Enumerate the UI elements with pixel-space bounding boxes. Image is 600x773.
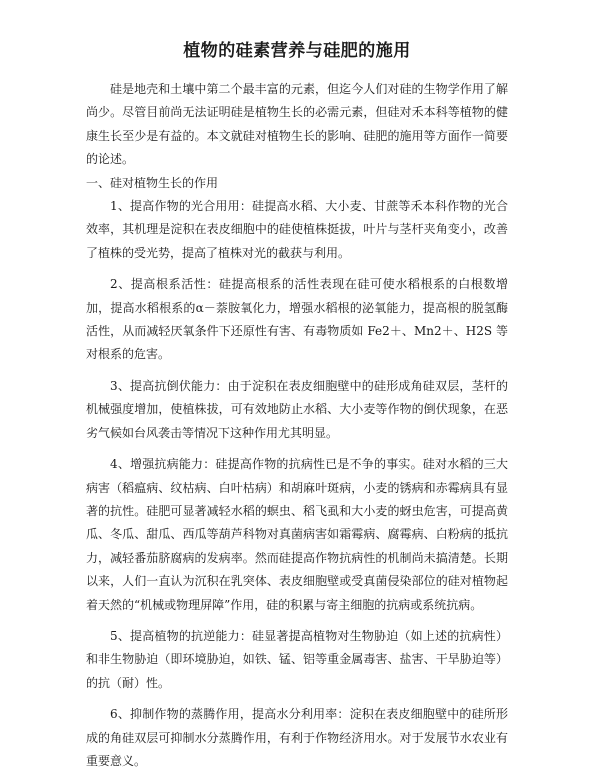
item-disease-resistance: 4、增强抗病能力：硅提高作物的抗病性已是不争的事实。硅对水稻的三大病害（稻瘟病、纹枯病、白叶枯病）和胡麻叶斑病，小麦的锈病和赤霉病具有显著的抗性。硅肥可显著减轻水稻的螟虫、稻飞虱和大小麦的蚜虫危害，可提高黄瓜、冬瓜、甜瓜、西瓜等葫芦科物对真菌病害如霜霉病、腐霉病、白粉病的抵抗力，减轻番茄脐腐病的发病率。然而硅提高作物抗病性的机制尚未搞清楚。长期以来，人们一直认为沉积在乳突体、表皮细胞壁或受真菌侵染部位的硅对植物起着天然的“机械或物理屏障”作用，硅的积累与寄主细胞的抗病或系统抗病。 [86, 457, 508, 612]
item-transpiration: 6、抑制作物的蒸腾作用，提高水分利用率：淀积在表皮细胞壁中的硅所形成的角硅双层可抑制水分蒸腾作用，有利于作物经济用水。对于发展节水农业有重要意义。 [86, 707, 508, 768]
item-stress-resistance: 5、提高植物的抗逆能力：硅显著提高植物对生物胁迫（如上述的抗病性）和非生物胁迫（即环境胁迫，如铁、锰、铝等重金属毒害、盐害、干旱胁迫等）的抗（耐）性。 [86, 628, 508, 690]
item-root-activity: 2、提高根系活性：硅提高根系的活性表现在硅可使水稻根系的白根数增加，提高水稻根系的α－萘胺氧化力，增强水稻根的泌氧能力，提高根的脱氢酶活性，从而减轻厌氧条件下还原性有害、有毒物质如 Fe2＋、Mn2＋、H2S 等对根系的危害。 [86, 277, 508, 362]
item-photosynthesis: 1、提高作物的光合用用：硅提高水稻、大小麦、甘蔗等禾本科作物的光合效率，其机理是淀积在表皮细胞中的硅使植株挺拔，叶片与茎杆夹角变小，改善了植株的受光势，提高了植株对光的截获与利用。 [86, 199, 508, 260]
item-lodging-resistance: 3、提高抗倒伏能力：由于淀积在表皮细胞壁中的硅形成角硅双层，茎杆的机械强度增加，使植株拔，可有效地防止水稻、大小麦等作物的倒伏现象，在恶劣气候如台风袭击等情况下这种作用尤其明显。 [86, 378, 508, 440]
document-title: 植物的硅素营养与硅肥的施用 [183, 41, 411, 61]
section-heading: 一、硅对植物生长的作用 [86, 175, 219, 190]
intro-paragraph: 硅是地壳和土壤中第二个最丰富的元素，但迄今人们对硅的生物学作用了解尚少。尽管目前尚无法证明硅是植物生长的必需元素，但硅对禾本科等植物的健康生长至少是有益的。本文就硅对植物生长的影响、硅肥的施用等方面作一简要的论述。 [86, 82, 508, 167]
